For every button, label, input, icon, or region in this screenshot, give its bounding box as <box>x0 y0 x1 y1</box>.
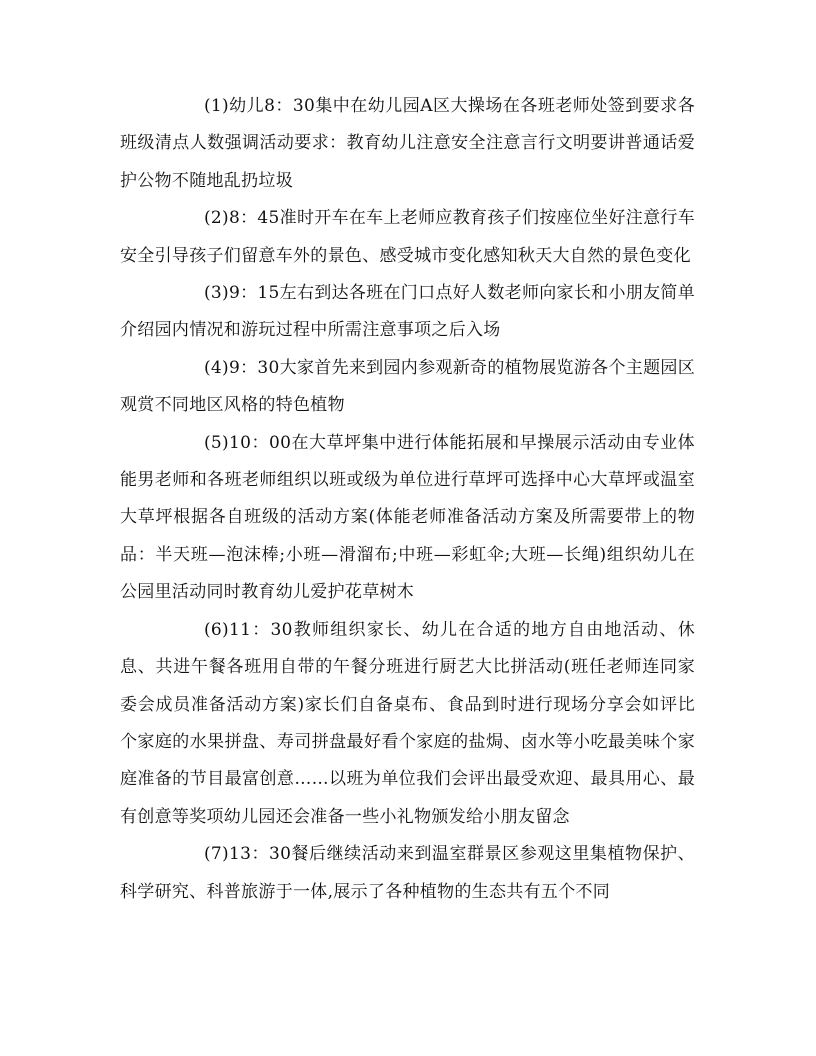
paragraph-1: (1)幼儿8：30集中在幼儿园A区大操场在各班老师处签到要求各班级清点人数强调活动要求：教育幼儿注意安全注意言行文明要讲普通话爱护公物不随地乱扔垃圾 <box>120 96 695 191</box>
paragraph-3: (3)9：15左右到达各班在门口点好人数老师向家长和小朋友简单介绍园内情况和游玩过程中所需注意事项之后入场 <box>120 283 695 341</box>
paragraph-5: (5)10：00在大草坪集中进行体能拓展和早操展示活动由专业体能男老师和各班老师组织以班或级为单位进行草坪可选择中心大草坪或温室大草坪根据各自班级的活动方案(体能老师准备活动方案及所需要带上的物品：半天班—泡沫棒;小班—滑溜布;中班—彩虹伞;大班—长绳)组织幼儿在公园里活动同时教育幼儿爱护花草树木 <box>120 432 695 603</box>
paragraph-6: (6)11：30教师组织家长、幼儿在合适的地方自由地活动、休息、共进午餐各班用自带的午餐分班进行厨艺大比拼活动(班任老师连同家委会成员准备活动方案)家长们自备桌布、食品到时进行现场分享会如评比个家庭的水果拼盘、寿司拼盘最好看个家庭的盐焗、卤水等小吃最美味个家庭准备的节目最富创意……以班为单位我们会评出最受欢迎、最具用心、最有创意等奖项幼儿园还会准备一些小礼物颁发给小朋友留念 <box>120 619 695 827</box>
paragraph-7: (7)13：30餐后继续活动来到温室群景区参观这里集植物保护、科学研究、科普旅游于一体,展示了各种植物的生态共有五个不同 <box>120 844 695 902</box>
document-body <box>120 88 695 911</box>
paragraph-2: (2)8：45准时开车在车上老师应教育孩子们按座位坐好注意行车安全引导孩子们留意车外的景色、感受城市变化感知秋天大自然的景色变化 <box>120 208 695 266</box>
paragraph-4: (4)9：30大家首先来到园内参观新奇的植物展览游各个主题园区观赏不同地区风格的特色植物 <box>120 357 695 416</box>
